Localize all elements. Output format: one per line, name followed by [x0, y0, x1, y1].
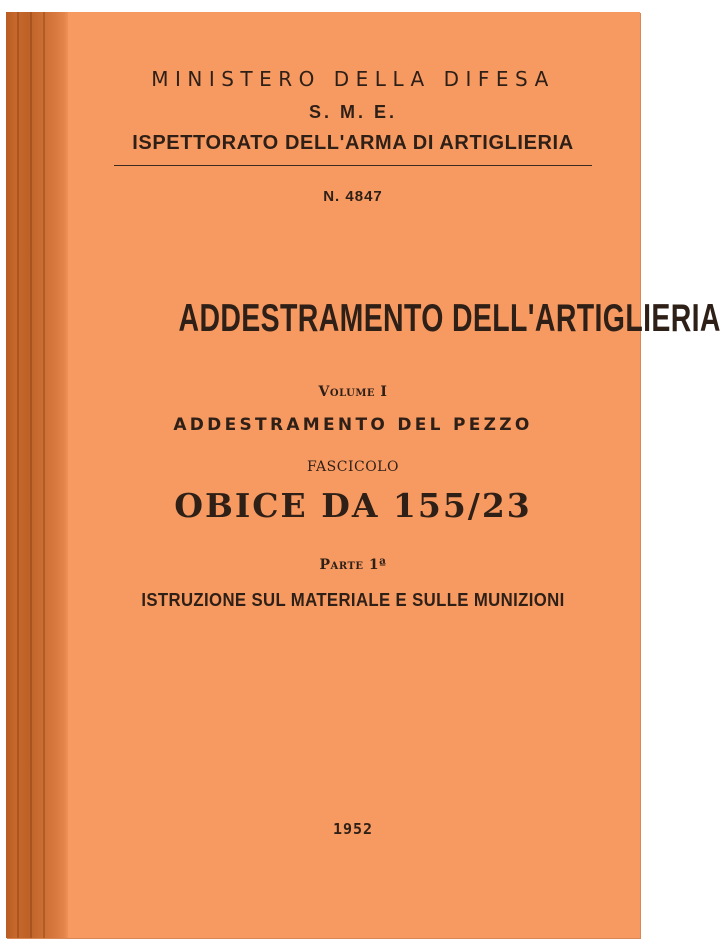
book-cover: [6, 12, 721, 938]
spine-crease: [43, 12, 45, 938]
fascicolo-title: OBICE DA 155/23: [174, 486, 532, 525]
header-divider: [114, 165, 592, 166]
inspectorate-heading: ISPETTORATO DELL'ARMA DI ARTIGLIERIA: [132, 132, 574, 154]
publication-year: 1952: [332, 820, 374, 838]
volume-subtitle: ADDESTRAMENTO DEL PEZZO: [173, 415, 533, 435]
part-label: Parte 1ª: [319, 557, 387, 573]
spine-crease: [17, 12, 19, 938]
document-number: N. 4847: [323, 188, 383, 205]
fascicolo-label: FASCICOLO: [307, 459, 399, 475]
sme-heading: S. M. E.: [308, 102, 397, 122]
volume-label: Volume I: [318, 384, 388, 400]
part-title: ISTRUZIONE SUL MATERIALE E SULLE MUNIZIONI: [141, 590, 565, 610]
book-spine: [6, 12, 68, 938]
main-title: ADDESTRAMENTO DELL'ARTIGLIERIA: [178, 297, 721, 340]
ministry-heading: MINISTERO DELLA DIFESA: [151, 67, 555, 91]
spine-crease: [30, 12, 32, 938]
